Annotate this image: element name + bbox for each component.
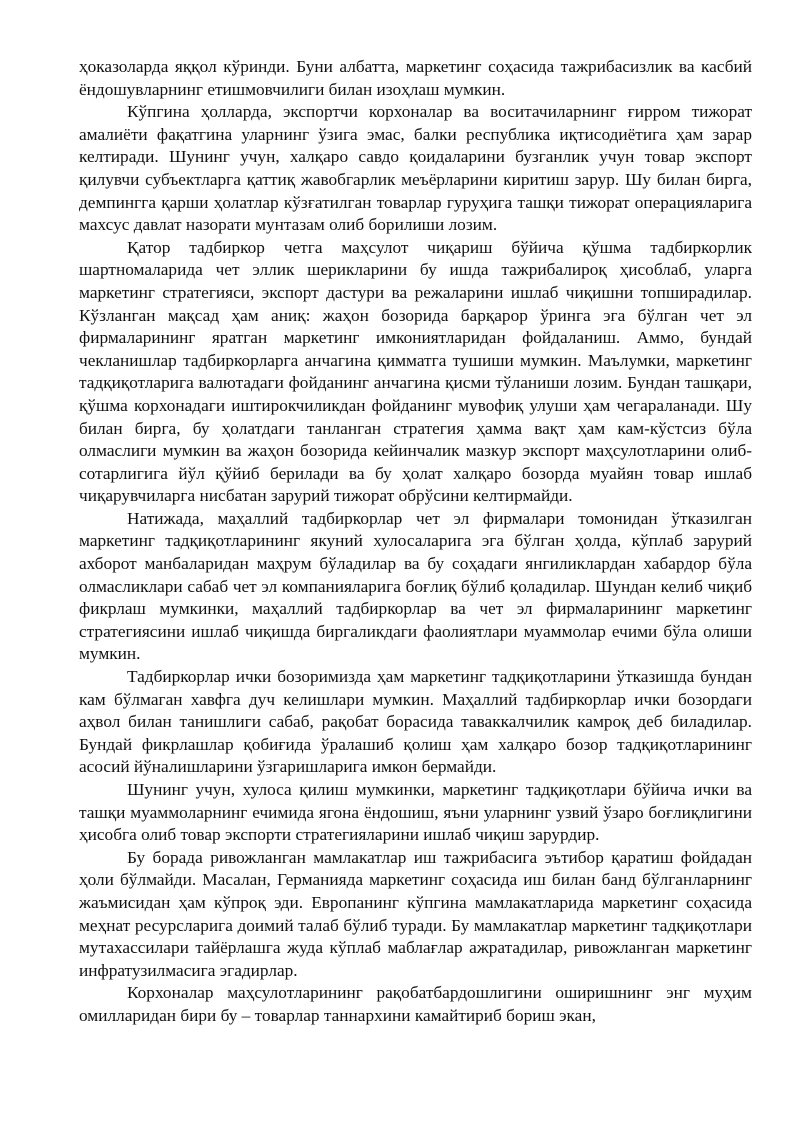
- paragraph-8: Корхоналар маҳсулотларининг рақобатбардошлигини оширишнинг энг муҳим омилларидан бири бу – товарлар таннархини камайтириб бориш экан,: [79, 983, 752, 1025]
- paragraph-5: Тадбиркорлар ички бозоримизда ҳам маркетинг тадқиқотларини ўтказишда бундан кам бўлмаган хавфга дуч келишлари мумкин. Маҳаллий тадбиркорлар ички бозордаги аҳвол билан танишлиги сабаб, рақобат борасида таваккалчилик камроқ деб биладилар. Бундай фикрлашлар қобиғида ўралашиб қолиш ҳам халқаро бозор тадқиқотларининг асосий йўналишларини ўзгаришларига имкон бермайди.: [79, 667, 752, 777]
- paragraph-7: Бу борада ривожланган мамлакатлар иш тажрибасига эътибор қаратиш фойдадан ҳоли бўлмайди. Масалан, Германияда маркетинг соҳасида иш билан банд бўлганларнинг жаъмисидан ҳам кўпроқ эди. Европанинг кўпгина мамлакатларида маркетинг соҳасида меҳнат ресурсларига доимий талаб бўлиб туради. Бу мамлакатлар маркетинг тадқиқотлари мутахассилари тайёрлашга жуда кўплаб маблағлар ажратадилар, ривожланган маркетинг инфратузилмасига эгадирлар.: [79, 847, 752, 980]
- document-page: [79, 56, 752, 1028]
- paragraph-6: Шунинг учун, хулоса қилиш мумкинки, маркетинг тадқиқотлари бўйича ички ва ташқи муаммоларнинг ечимида ягона ёндошиш, яъни уларнинг узвий ўзаро боғлиқлигини ҳисобга олиб товар экспорти стратегияларини ишлаб чиқиш зарурдир.: [79, 780, 752, 845]
- paragraph-1: ҳоказоларда яққол кўринди. Буни албатта, маркетинг соҳасида тажрибасизлик ва касбий ёндошувларнинг етишмовчилиги билан изоҳлаш мумкин.: [79, 57, 752, 99]
- paragraph-3: Қатор тадбиркор четга маҳсулот чиқариш бўйича қўшма тадбиркорлик шартномаларида чет эллик шерикларини бу ишда тажрибалироқ ҳисоблаб, уларга маркетинг стратегияси, экспорт дастури ва режаларини ишлаб чиқишни топширадилар. Кўзланган мақсад ҳам аниқ: жаҳон бозорида барқарор ўринга эга бўлган чет эл фирмаларининг яратган маркетинг имкониятларидан фойдаланиш. Аммо, бундай чекланишлар тадбиркорларга анчагина қимматга тушиши мумкин. Маълумки, маркетинг тадқиқотларига валютадаги фойданинг анчагина қисми тўланиши лозим. Бундан ташқари, қўшма корхонадаги иштирокчиликдан фойданинг мувофиқ улуши ҳам чегараланади. Шу билан бирга, бу ҳолатдаги танланган стратегия ҳамма вақт ҳам кам-кўстсиз бўла олмаслиги мумкин ва жаҳон бозорида кейинчалик мазкур экспорт маҳсулотларини олиб-сотарлигига йўл қўйиб берилади ва бу ҳолат халқаро бозорда муайян товар ишлаб чиқарувчиларга нисбатан зарурий тижорат обрўсини келтирмайди.: [79, 237, 752, 506]
- paragraph-2: Кўпгина ҳолларда, экспортчи корхоналар ва воситачиларнинг ғирром тижорат амалиёти фақатгина уларнинг ўзига эмас, балки республика иқтисодиётига ҳам зарар келтиради. Шунинг учун, халқаро савдо қоидаларини бузганлик учун товар экспорт қилувчи субъектларга қаттиқ жавобгарлик меъёрларини киритиш зарур. Шу билан бирга, демпингга қарши ҳолатлар кўзғатилган товарлар гуруҳига ташқи тижорат операцияларига махсус давлат назорати мунтазам олиб борилиши лозим.: [79, 102, 752, 235]
- paragraph-4: Натижада, маҳаллий тадбиркорлар чет эл фирмалари томонидан ўтказилган маркетинг тадқиқотларининг якуний хулосаларига эга бўлган ҳолда, кўплаб зарурий ахборот манбаларидан маҳрум бўладилар ва бу соҳадаги янгиликлардан хабардор бўла олмасликлари сабаб чет эл компанияларига боғлиқ бўлиб қоладилар. Шундан келиб чиқиб фикрлаш мумкинки, маҳаллий тадбиркорлар ва чет эл фирмаларининг маркетинг стратегиясини ишлаб чиқишда биргаликдаги фаолиятлари муаммолар ечими бўла олиши мумкин.: [79, 508, 752, 664]
